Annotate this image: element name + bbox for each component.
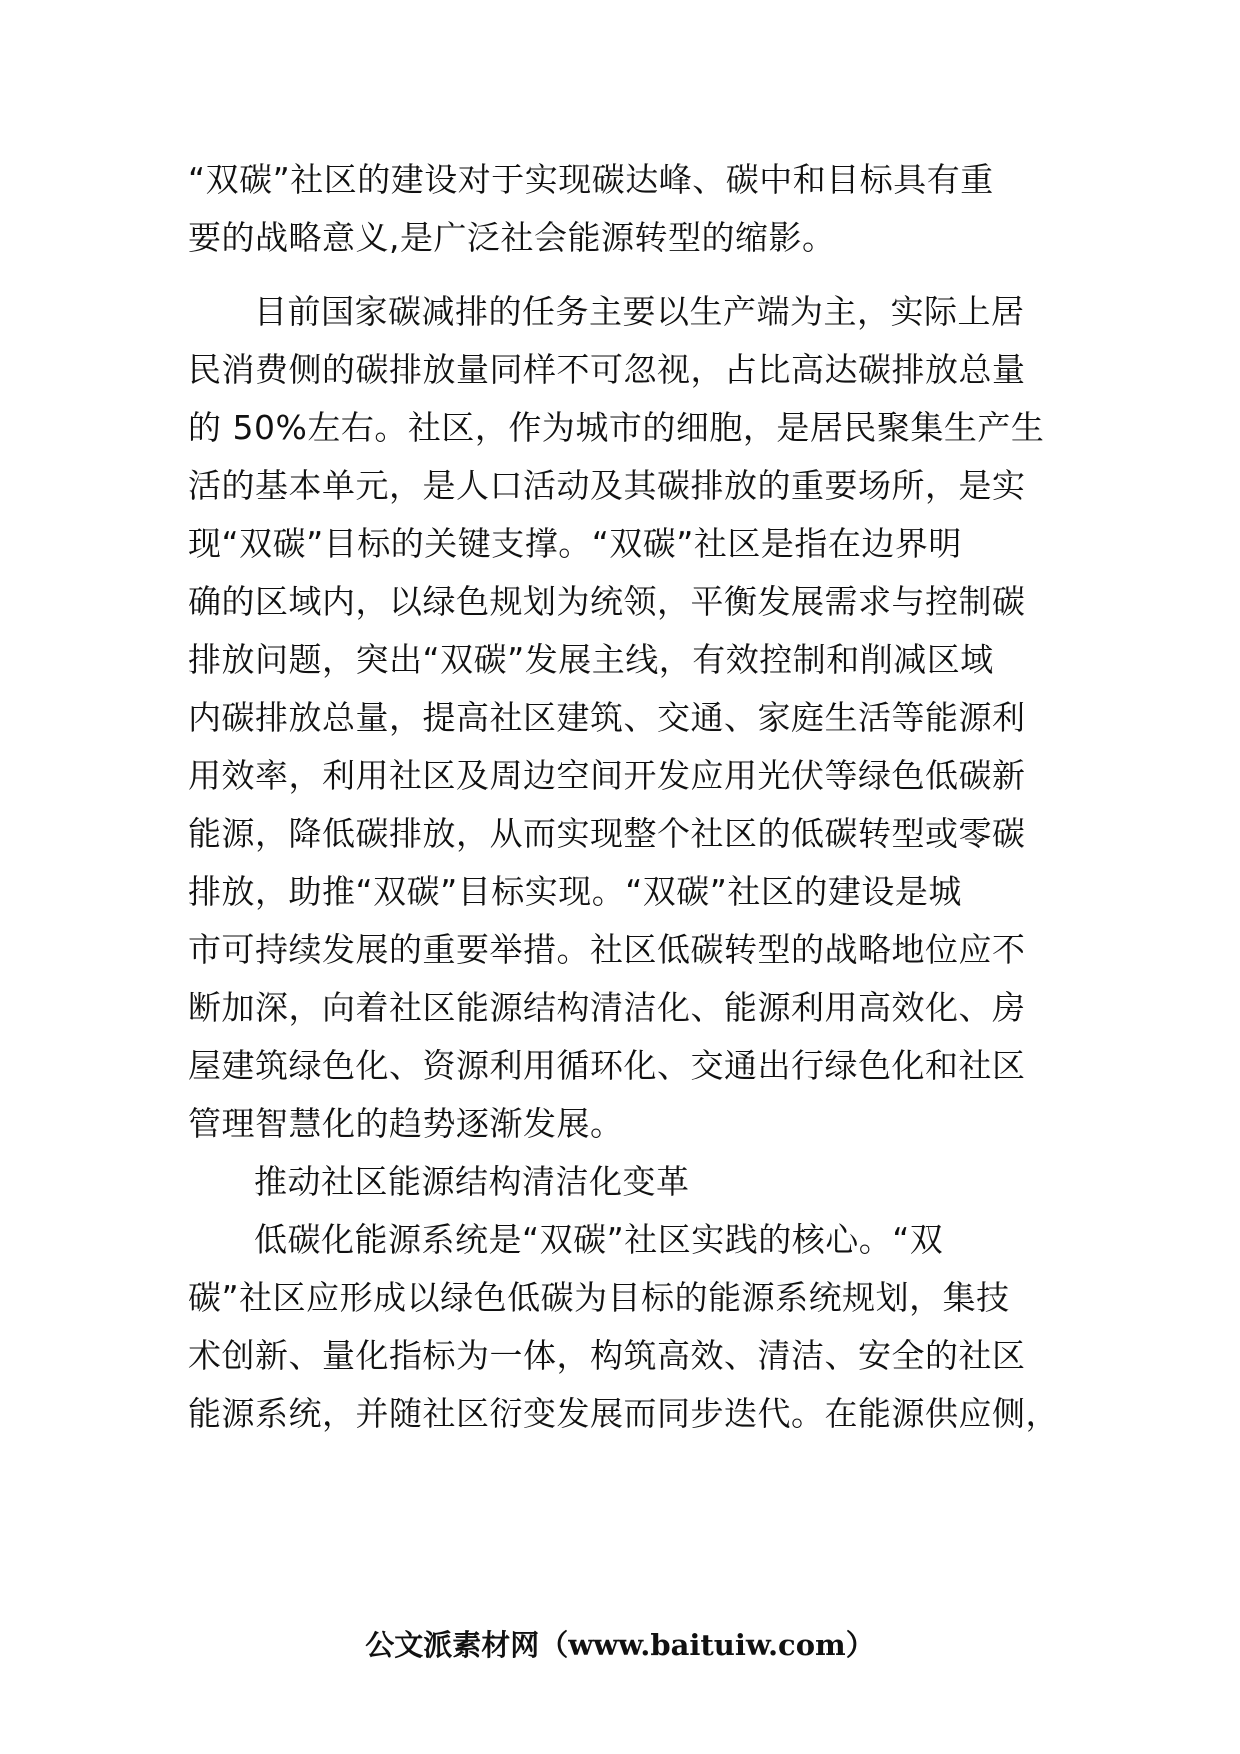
paragraph-line: 确的区域内，以绿色规划为统领，平衡发展需求与控制碳 [188, 582, 1026, 621]
paragraph-line: 内碳排放总量，提高社区建筑、交通、家庭生活等能源利 [188, 698, 1026, 737]
paragraph-line: 要的战略意义,是广泛社会能源转型的缩影。 [188, 218, 836, 257]
paragraph-line: 排放问题，突出“双碳”发展主线，有效控制和削减区域 [188, 640, 994, 679]
paragraph-line: 管理智慧化的趋势逐渐发展。 [188, 1104, 624, 1143]
section-heading: 推动社区能源结构清洁化变革 [254, 1162, 690, 1201]
paragraph-line: 现“双碳”目标的关键支撑。“双碳”社区是指在边界明 [188, 524, 962, 563]
paragraph-line: 活的基本单元，是人口活动及其碳排放的重要场所，是实 [188, 466, 1026, 505]
paragraph-line: 目前国家碳减排的任务主要以生产端为主，实际上居 [254, 292, 1025, 331]
paragraph-line: 市可持续发展的重要举措。社区低碳转型的战略地位应不 [188, 930, 1026, 969]
paragraph-line: 断加深，向着社区能源结构清洁化、能源利用高效化、房 [188, 988, 1026, 1027]
paragraph-line: 屋建筑绿色化、资源利用循环化、交通出行绿色化和社区 [188, 1046, 1026, 1085]
paragraph-line: 民消费侧的碳排放量同样不可忽视，占比高达碳排放总量 [188, 350, 1026, 389]
paragraph-line: 术创新、量化指标为一体，构筑高效、清洁、安全的社区 [188, 1336, 1026, 1375]
paragraph-line: 能源，降低碳排放，从而实现整个社区的低碳转型或零碳 [188, 814, 1026, 853]
paragraph-line: 低碳化能源系统是“双碳”社区实践的核心。“双 [254, 1220, 944, 1259]
paragraph-line: 用效率，利用社区及周边空间开发应用光伏等绿色低碳新 [188, 756, 1026, 795]
paragraph-line: “双碳”社区的建设对于实现碳达峰、碳中和目标具有重 [188, 160, 994, 199]
paragraph-line: 碳”社区应形成以绿色低碳为目标的能源系统规划，集技 [188, 1278, 1010, 1317]
paragraph-line: 排放，助推“双碳”目标实现。“双碳”社区的建设是城 [188, 872, 962, 911]
paragraph-line: 的 50%左右。社区，作为城市的细胞，是居民聚集生产生 [188, 408, 1045, 447]
paragraph-line: 能源系统，并随社区衍变发展而同步迭代。在能源供应侧， [188, 1394, 1059, 1433]
footer-watermark: 公文派素材网（www.baituiw.com） [365, 1628, 875, 1662]
